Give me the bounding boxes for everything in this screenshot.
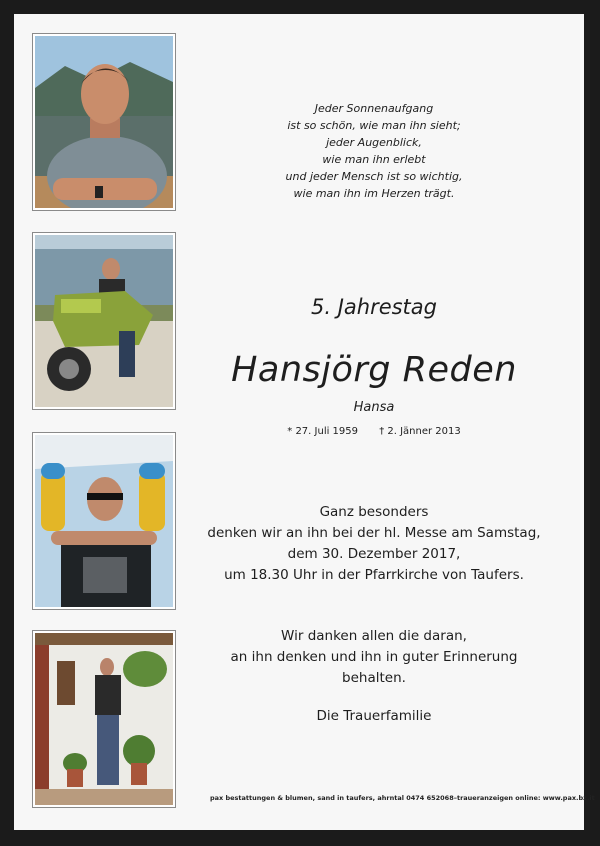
thanks-line: Wir danken allen die daran,: [281, 628, 467, 644]
poem-line: und jeder Mensch ist so wichtig,: [285, 170, 463, 183]
mass-announcement: [194, 502, 554, 586]
poem-line: wie man ihn erlebt: [322, 153, 426, 166]
mass-line: denken wir an ihn bei der hl. Messe am Samstag,: [207, 525, 541, 541]
mass-line: um 18.30 Uhr in der Pfarrkirche von Taufers.: [224, 567, 524, 583]
house-photo: [32, 630, 176, 808]
nickname: Hansa: [353, 400, 395, 415]
anniversary-heading: 5. Jahrestag: [310, 295, 437, 319]
poem-line: ist so schön, wie man ihn sieht;: [287, 119, 461, 132]
family-signature: Die Trauerfamilie: [316, 708, 432, 724]
mass-line: Ganz besonders: [319, 504, 429, 520]
mass-line: dem 30. Dezember 2017,: [287, 546, 461, 562]
poem-line: Jeder Sonnenaufgang: [314, 102, 434, 115]
life-dates: [194, 426, 554, 437]
death-date: † 2. Jänner 2013: [379, 426, 461, 437]
thanks-text: [194, 626, 554, 689]
poem-line: wie man ihn im Herzen trägt.: [293, 187, 455, 200]
portrait-photo-mountains: [32, 33, 176, 211]
footer-credit: pax bestattungen & blumen, sand in taufers, ahrntal 0474 652068–traueranzeigen online: www.pax.bz.it: [210, 794, 595, 802]
poem-line: jeder Augenblick,: [326, 136, 422, 149]
birth-date: * 27. Juli 1959: [287, 426, 358, 437]
thanks-line: behalten.: [342, 670, 406, 686]
deceased-name: Hansjörg Reden: [231, 350, 517, 390]
motorcycle-photo: [32, 232, 176, 410]
obituary-card: [14, 14, 595, 830]
parrots-photo: [32, 432, 176, 610]
memorial-poem: [194, 100, 554, 202]
thanks-line: an ihn denken und ihn in guter Erinnerung: [230, 649, 518, 665]
